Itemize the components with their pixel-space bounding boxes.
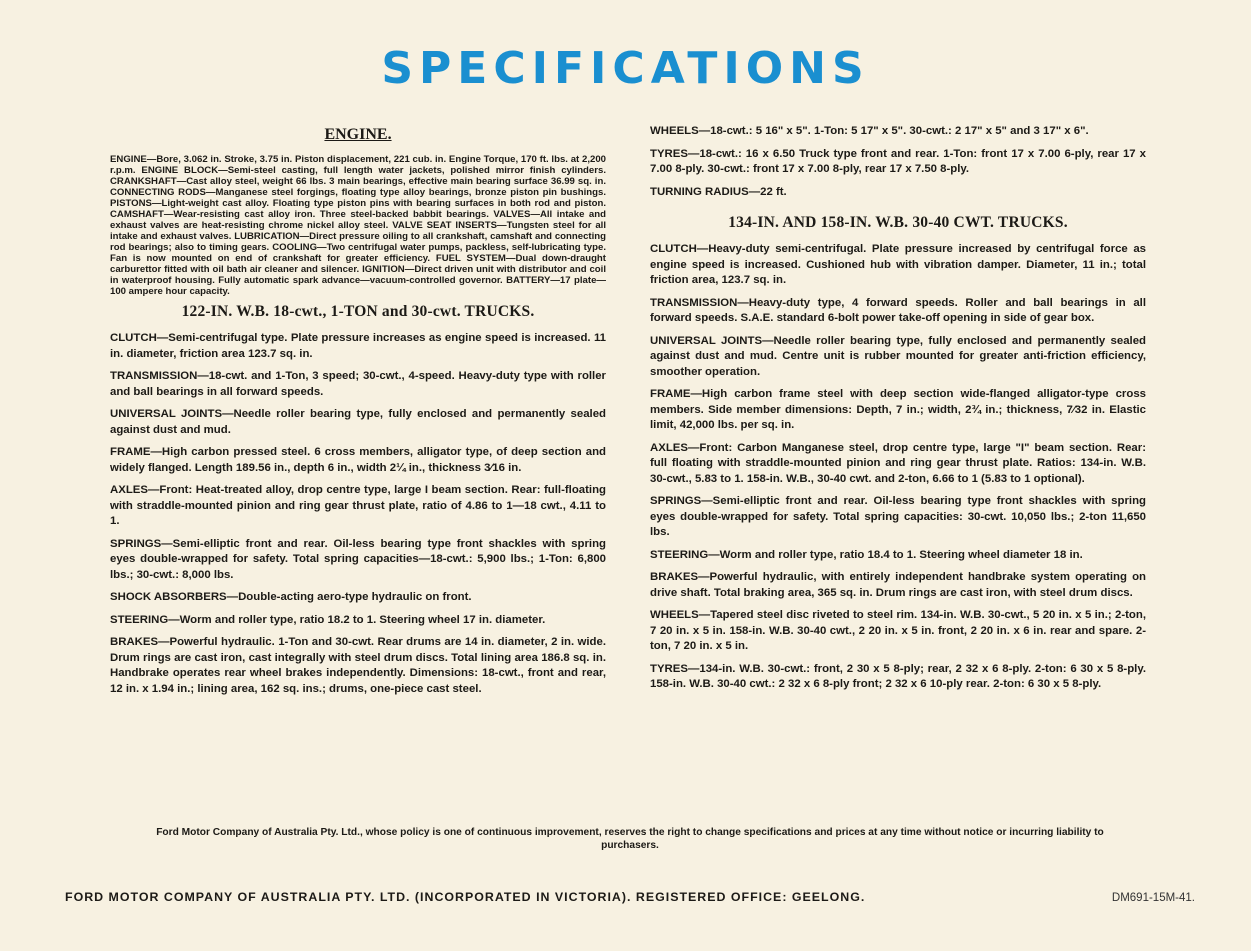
page-title: SPECIFICATIONS — [381, 43, 870, 94]
trucks-134-heading: 134-IN. AND 158-IN. W.B. 30-40 CWT. TRUCKS. — [728, 214, 1068, 231]
spec-brakes: BRAKES—Powerful hydraulic, with entirely independent handbrake system operating on drive shaft. Total braking area, 365 sq. in. Drum rings are cast iron, with steel drum discs. — [650, 571, 1146, 599]
spec-turning-radius: TURNING RADIUS—22 ft. — [650, 185, 787, 198]
trucks-134-list — [650, 242, 1146, 693]
trucks-122-heading: 122-IN. W.B. 18-cwt., 1-TON and 30-cwt. TRUCKS. — [181, 303, 535, 320]
spec-clutch: CLUTCH—Semi-centrifugal type. Plate pressure increases as engine speed is increased. 11 in. diameter, friction area 123.7 sq. in. — [110, 332, 606, 360]
document-code: DM691-15M-41. — [1111, 892, 1195, 904]
right-column — [650, 124, 1146, 700]
spec-frame: FRAME—High carbon pressed steel. 6 cross members, alligator type, of deep section and widely flanged. Length 189.56 in., depth 6 in., width 2¼ in., thickness 3⁄16 in. — [110, 446, 606, 474]
spec-brakes: BRAKES—Powerful hydraulic. 1-Ton and 30-cwt. Rear drums are 14 in. diameter, 2 in. wide. Drum rings are cast iron, cast integrally with steel drum discs. Total lining area 186.8 sq. in. Handbrake operates rear wheel brakes independently. Dimensions: 18-cwt., front and rear, 12 in. x 1.94 in.; lining area, 162 sq. ins.; drums, one-piece cast steel. — [110, 636, 606, 695]
spec-universal-joints: UNIVERSAL JOINTS—Needle roller bearing type, fully enclosed and permanently sealed against dust and mud. — [110, 408, 606, 436]
spec-universal-joints: UNIVERSAL JOINTS—Needle roller bearing type, fully enclosed and permanently sealed against dust and mud. Centre unit is rubber mounted for greater anti-friction efficiency, smoother operation. — [650, 334, 1146, 378]
disclaimer-note: Ford Motor Company of Australia Pty. Ltd., whose policy is one of continuous improvement, reserves the right to change specifications and prices at any time without notice or incurring liability to purchasers. — [156, 827, 1104, 851]
spec-tyres: TYRES—18-cwt.: 16 x 6.50 Truck type front and rear. 1-Ton: front 17 x 7.00 6-ply, rear 17 x 7.00 8-ply. 30-cwt.: front 17 x 7.00 8-ply, rear 17 x 7.50 8-ply. — [650, 147, 1146, 175]
trucks-122-continued — [650, 124, 1146, 200]
spec-steering: STEERING—Worm and roller type, ratio 18.2 to 1. Steering wheel 17 in. diameter. — [110, 613, 546, 626]
spec-transmission: TRANSMISSION—Heavy-duty type, 4 forward speeds. Roller and ball bearings in all forward speeds. S.A.E. standard 6-bolt power take-off opening in side of gear box. — [650, 296, 1146, 324]
engine-specs: ENGINE—Bore, 3.062 in. Stroke, 3.75 in. Piston displacement, 221 cub. in. Engine Torque, 170 ft. lbs. at 2,200 r.p.m. ENGINE BLOCK—Semi-steel casting, full length water jackets, polished mirror finish cylinders. CRANKSHAFT—Cast alloy steel, weight 66 lbs. 3 main bearings, effective main bearing surface 36.99 sq. in. CONNECTING RODS—Manganese steel forgings, floating type alloy bearings, bronze piston pin bushings. PISTONS—Light-weight cast alloy. Floating type piston pins with bearing surfaces in both rod and piston. CAMSHAFT—Wear-resisting cast alloy iron. Three steel-backed babbit bearings. VALVES—All intake and exhaust valves are heat-resisting chrome nickel alloy steel. VALVE SEAT INSERTS—Tungsten steel for all intake and exhaust valves. LUBRICATION—Direct pressure oiling to all crankshaft, camshaft and connecting rod bearings; also to timing gears. COOLING—Two centrifugal water pumps, packless, self-lubricating type. Fan is now mounted on end of crankshaft for greater efficiency. FUEL SYSTEM—Dual down-draught carburettor fitted with oil bath air cleaner and silencer. IGNITION—Direct driven unit with distributor and coil in waterproof housing. Fully automatic spark advance—vacuum-controlled governor. BATTERY—17 plate—100 ampere hour capacity. — [110, 154, 606, 297]
engine-heading: ENGINE. — [324, 126, 392, 143]
company-line: FORD MOTOR COMPANY OF AUSTRALIA PTY. LTD. (INCORPORATED IN VICTORIA). REGISTERED OFFICE: GEELONG. — [65, 890, 866, 904]
spec-tyres: TYRES—134-in. W.B. 30-cwt.: front, 2 30 x 5 8-ply; rear, 2 32 x 6 8-ply. 2-ton: 6 30 x 5 8-ply. 158-in. W.B. 30-40 cwt.: 2 32 x 6 8-ply front; 2 32 x 6 10-ply rear. 2-ton: 6 30 x 5 8-ply. — [650, 662, 1146, 690]
spec-axles: AXLES—Front: Heat-treated alloy, drop centre type, large I beam section. Rear: full-floating with straddle-mounted pinion and ring gear thrust plate, ratio of 4.86 to 1—18 cwt., 4.11 to 1. — [110, 484, 606, 527]
spec-axles: AXLES—Front: Carbon Manganese steel, drop centre type, large "I" beam section. Rear: full floating with straddle-mounted pinion and ring gear thrust plate. Ratios: 134-in. W.B. 30-cwt., 5.83 to 1. 158-in. W.B., 30-40 cwt. and 2-ton, 6.66 to 1 (5.83 to 1 optional). — [650, 441, 1146, 485]
spec-frame: FRAME—High carbon frame steel with deep section wide-flanged alligator-type cross members. Side member dimensions: Depth, 7 in.; width, 2¾ in.; thickness, 7⁄32 in. Elastic limit, 42,000 lbs. per sq. in. — [650, 388, 1146, 431]
spec-wheels: WHEELS—Tapered steel disc riveted to steel rim. 134-in. W.B. 30-cwt., 5 20 in. x 5 in.; 2-ton, 7 20 in. x 5 in. 158-in. W.B. 30-40 cwt., 2 20 in. x 5 in. front, 2 20 in. x 6 in. rear and spare. 2-ton, 7 20 in. x 5 in. — [650, 609, 1146, 652]
spec-steering: STEERING—Worm and roller type, ratio 18.4 to 1. Steering wheel diameter 18 in. — [650, 548, 1083, 561]
spec-springs: SPRINGS—Semi-elliptic front and rear. Oil-less bearing type front shackles with spring eyes double-wrapped for safety. Total spring capacities—18-cwt.: 5,900 lbs.; 1-Ton: 6,800 lbs.; 30-cwt.: 8,000 lbs. — [110, 537, 606, 581]
spec-shock-absorbers: SHOCK ABSORBERS—Double-acting aero-type hydraulic on front. — [110, 591, 472, 603]
trucks-122-list — [110, 331, 606, 697]
spec-wheels: WHEELS—18-cwt.: 5 16" x 5". 1-Ton: 5 17" x 5". 30-cwt.: 2 17" x 5" and 3 17" x 6". — [650, 125, 1089, 137]
spec-springs: SPRINGS—Semi-elliptic front and rear. Oil-less bearing type front shackles with spring eyes double-wrapped for safety. Total spring capacities: 30-cwt. 10,050 lbs.; 2-ton 11,650 lbs. — [650, 495, 1146, 538]
footer — [65, 890, 1195, 910]
left-column — [110, 124, 606, 704]
spec-clutch: CLUTCH—Heavy-duty semi-centrifugal. Plate pressure increased by centrifugal force as engine speed is increased. Cushioned hub with vibration damper. Diameter, 11 in.; total friction area, 123.7 sq. in. — [650, 243, 1146, 286]
spec-transmission: TRANSMISSION—18-cwt. and 1-Ton, 3 speed; 30-cwt., 4-speed. Heavy-duty type with roller and ball bearings in all forward speeds. — [110, 370, 606, 398]
